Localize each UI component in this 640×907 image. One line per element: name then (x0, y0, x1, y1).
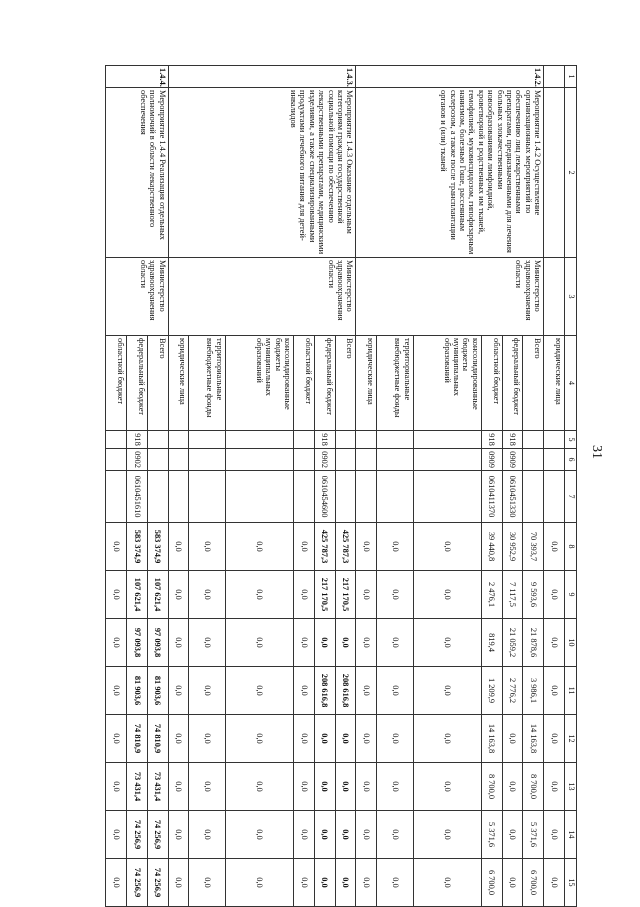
amount-cell: 0,0 (413, 571, 481, 619)
amount-cell: 0,0 (106, 763, 127, 811)
amount-cell: 0,0 (544, 523, 565, 571)
amount-cell: 583 374,9 (147, 523, 168, 571)
ministry-code (523, 431, 544, 449)
amount-cell: 0,0 (294, 715, 315, 763)
amount-cell: 0,0 (335, 811, 356, 859)
amount-cell: 0,0 (189, 715, 226, 763)
amount-cell: 0,0 (377, 859, 414, 907)
table-row (147, 66, 168, 907)
ministry-code (544, 431, 565, 449)
amount-cell: 0,0 (168, 859, 189, 907)
amount-cell: 73 431,4 (147, 763, 168, 811)
amount-cell: 0,0 (189, 667, 226, 715)
amount-cell: 0,0 (335, 715, 356, 763)
amount-cell: 0,0 (294, 811, 315, 859)
amount-cell: 5 371,6 (523, 811, 544, 859)
target-code (356, 471, 377, 523)
item-number: 1.4.2. (356, 66, 544, 88)
item-title: Мероприятие 1.4.4 Реализация отдельных полномочий в области лекарственного обеспечения (106, 88, 169, 258)
amount-cell: 0,0 (502, 811, 523, 859)
amount-cell: 0,0 (294, 667, 315, 715)
item-executor: Министерство здравоохранения области (106, 258, 169, 336)
amount-cell: 1 209,9 (481, 667, 502, 715)
funding-source: консолидированные бюджеты муниципальных образований (413, 336, 481, 431)
ministry-code: 918 (314, 431, 335, 449)
column-header: 3 (565, 258, 577, 336)
amount-cell: 0,0 (225, 619, 293, 667)
amount-cell: 6 700,0 (481, 859, 502, 907)
amount-cell: 0,0 (356, 523, 377, 571)
ministry-code: 918 (502, 431, 523, 449)
section-code (106, 449, 127, 471)
amount-cell: 0,0 (356, 619, 377, 667)
funding-source: областной бюджет (294, 336, 315, 431)
amount-cell: 208 616,8 (335, 667, 356, 715)
amount-cell: 0,0 (356, 763, 377, 811)
amount-cell: 0,0 (502, 859, 523, 907)
target-code (168, 471, 189, 523)
section-code (377, 449, 414, 471)
amount-cell: 0,0 (413, 763, 481, 811)
amount-cell: 0,0 (377, 619, 414, 667)
column-header: 4 (565, 336, 577, 431)
amount-cell: 0,0 (356, 859, 377, 907)
amount-cell: 0,0 (314, 619, 335, 667)
amount-cell: 73 431,4 (126, 763, 147, 811)
section-code (147, 449, 168, 471)
amount-cell: 0,0 (356, 667, 377, 715)
target-code (413, 471, 481, 523)
funding-source: территориальные внебюджетные фонды (377, 336, 414, 431)
amount-cell: 0,0 (544, 571, 565, 619)
table-body (106, 66, 565, 907)
amount-cell: 0,0 (294, 571, 315, 619)
amount-cell: 0,0 (377, 571, 414, 619)
amount-cell: 0,0 (377, 523, 414, 571)
amount-cell: 0,0 (413, 619, 481, 667)
section-code (225, 449, 293, 471)
amount-cell: 2 476,1 (481, 571, 502, 619)
amount-cell: 0,0 (413, 667, 481, 715)
target-code: 0610454600 (314, 471, 335, 523)
funding-source: юридические лица (168, 336, 189, 431)
amount-cell: 0,0 (189, 619, 226, 667)
column-header: 7 (565, 471, 577, 523)
target-code (544, 471, 565, 523)
target-code (294, 471, 315, 523)
column-header: 1 (565, 66, 577, 88)
amount-cell: 0,0 (168, 763, 189, 811)
ministry-code (377, 431, 414, 449)
amount-cell: 0,0 (189, 571, 226, 619)
ministry-code (356, 431, 377, 449)
amount-cell: 0,0 (377, 763, 414, 811)
amount-cell: 0,0 (335, 619, 356, 667)
amount-cell: 0,0 (106, 715, 127, 763)
section-code: 0909 (502, 449, 523, 471)
amount-cell: 0,0 (335, 763, 356, 811)
section-code: 0909 (481, 449, 502, 471)
amount-cell: 0,0 (544, 619, 565, 667)
item-title: Мероприятие 1.4.2 Осуществление организационных мероприятий по обеспечению лиц лекарственными препаратами, предназначенными для лечения больных злокачественными новообразованиями лимфоидной, кроветворной и родственных им тканей, гемофилией, муковисцидозом, гипофизарным нанизмом, болезнью Гоше, рассеянным склерозом, а также после трансплантации органов и (или) тканей (356, 88, 544, 258)
amount-cell: 217 170,5 (314, 571, 335, 619)
funding-source: Всего (147, 336, 168, 431)
amount-cell: 0,0 (189, 811, 226, 859)
ministry-code (189, 431, 226, 449)
section-code (356, 449, 377, 471)
column-header: 11 (565, 667, 577, 715)
amount-cell: 0,0 (225, 763, 293, 811)
amount-cell: 14 163,8 (523, 715, 544, 763)
funding-source: юридические лица (544, 336, 565, 431)
amount-cell: 0,0 (377, 811, 414, 859)
section-code (335, 449, 356, 471)
target-code (225, 471, 293, 523)
funding-source: областной бюджет (106, 336, 127, 431)
amount-cell: 0,0 (106, 811, 127, 859)
amount-cell: 0,0 (294, 523, 315, 571)
amount-cell: 3 986,1 (523, 667, 544, 715)
amount-cell: 39 440,8 (481, 523, 502, 571)
amount-cell: 81 903,6 (147, 667, 168, 715)
target-code (189, 471, 226, 523)
column-header: 2 (565, 88, 577, 258)
amount-cell: 0,0 (225, 811, 293, 859)
target-code: 0610451330 (502, 471, 523, 523)
amount-cell: 21 878,6 (523, 619, 544, 667)
budget-table (105, 65, 577, 907)
amount-cell: 217 170,5 (335, 571, 356, 619)
amount-cell: 0,0 (413, 715, 481, 763)
item-executor: Министерство здравоохранения области (168, 258, 356, 336)
table-row (523, 66, 544, 907)
amount-cell: 0,0 (294, 619, 315, 667)
amount-cell: 0,0 (106, 667, 127, 715)
column-header: 13 (565, 763, 577, 811)
amount-cell: 0,0 (168, 811, 189, 859)
rotated-table-container (105, 65, 577, 898)
funding-source: федеральный бюджет (314, 336, 335, 431)
section-code (544, 449, 565, 471)
ministry-code (168, 431, 189, 449)
amount-cell: 0,0 (168, 523, 189, 571)
amount-cell: 14 163,8 (481, 715, 502, 763)
amount-cell: 74 256,9 (126, 859, 147, 907)
amount-cell: 74 256,9 (147, 811, 168, 859)
target-code (147, 471, 168, 523)
amount-cell: 0,0 (189, 523, 226, 571)
amount-cell: 0,0 (168, 619, 189, 667)
amount-cell: 0,0 (502, 715, 523, 763)
amount-cell: 425 787,3 (314, 523, 335, 571)
column-header: 9 (565, 571, 577, 619)
amount-cell: 0,0 (225, 715, 293, 763)
ministry-code (294, 431, 315, 449)
amount-cell: 0,0 (168, 715, 189, 763)
column-header: 15 (565, 859, 577, 907)
column-header: 10 (565, 619, 577, 667)
item-title: Мероприятие 1.4.3 Оказание отдельным категориям граждан государственной социальной помощи по обеспечению лекарственными препаратами, медицинскими изделиями, а также специализированными продуктами лечебного питания для детей-инвалидов (168, 88, 356, 258)
section-code: 0902 (314, 449, 335, 471)
target-code (335, 471, 356, 523)
target-code: 0610451610 (126, 471, 147, 523)
amount-cell: 0,0 (413, 859, 481, 907)
funding-source: федеральный бюджет (502, 336, 523, 431)
section-code (294, 449, 315, 471)
funding-source: Всего (523, 336, 544, 431)
table-row (335, 66, 356, 907)
page-number: 31 (589, 445, 604, 459)
amount-cell: 583 374,9 (126, 523, 147, 571)
column-header: 12 (565, 715, 577, 763)
column-header: 5 (565, 431, 577, 449)
target-code (106, 471, 127, 523)
amount-cell: 30 952,9 (502, 523, 523, 571)
amount-cell: 0,0 (356, 811, 377, 859)
target-code: 0610411370 (481, 471, 502, 523)
amount-cell: 0,0 (168, 667, 189, 715)
item-executor (544, 258, 565, 336)
amount-cell: 7 117,5 (502, 571, 523, 619)
amount-cell: 0,0 (106, 571, 127, 619)
item-title (544, 88, 565, 258)
amount-cell: 0,0 (225, 523, 293, 571)
amount-cell: 0,0 (225, 859, 293, 907)
amount-cell: 0,0 (225, 571, 293, 619)
amount-cell: 0,0 (544, 859, 565, 907)
amount-cell: 0,0 (168, 571, 189, 619)
amount-cell: 8 700,0 (523, 763, 544, 811)
amount-cell: 0,0 (544, 763, 565, 811)
amount-cell: 6 700,0 (523, 859, 544, 907)
funding-source: областной бюджет (481, 336, 502, 431)
column-header: 8 (565, 523, 577, 571)
section-code (168, 449, 189, 471)
amount-cell: 9 593,6 (523, 571, 544, 619)
ministry-code (413, 431, 481, 449)
amount-cell: 70 393,7 (523, 523, 544, 571)
amount-cell: 74 810,9 (126, 715, 147, 763)
amount-cell: 0,0 (189, 859, 226, 907)
section-code: 0902 (126, 449, 147, 471)
amount-cell: 2 776,2 (502, 667, 523, 715)
amount-cell: 107 621,4 (126, 571, 147, 619)
ministry-code (147, 431, 168, 449)
ministry-code (335, 431, 356, 449)
amount-cell: 0,0 (106, 523, 127, 571)
item-executor: Министерство здравоохранения области (356, 258, 544, 336)
section-code (523, 449, 544, 471)
amount-cell: 0,0 (314, 763, 335, 811)
section-code (413, 449, 481, 471)
amount-cell: 0,0 (294, 859, 315, 907)
item-number: 1.4.4. (106, 66, 169, 88)
table-row (544, 66, 565, 907)
item-number (544, 66, 565, 88)
amount-cell: 0,0 (314, 859, 335, 907)
amount-cell: 0,0 (377, 715, 414, 763)
amount-cell: 74 256,9 (147, 859, 168, 907)
amount-cell: 0,0 (294, 763, 315, 811)
amount-cell: 819,4 (481, 619, 502, 667)
amount-cell: 425 787,3 (335, 523, 356, 571)
target-code (377, 471, 414, 523)
amount-cell: 0,0 (544, 715, 565, 763)
amount-cell: 81 903,6 (126, 667, 147, 715)
amount-cell: 21 059,2 (502, 619, 523, 667)
amount-cell: 0,0 (413, 523, 481, 571)
ministry-code (225, 431, 293, 449)
amount-cell: 0,0 (544, 811, 565, 859)
amount-cell: 208 616,8 (314, 667, 335, 715)
amount-cell: 0,0 (335, 859, 356, 907)
ministry-code: 918 (481, 431, 502, 449)
amount-cell: 0,0 (225, 667, 293, 715)
amount-cell: 74 810,9 (147, 715, 168, 763)
funding-source: юридические лица (356, 336, 377, 431)
target-code (523, 471, 544, 523)
amount-cell: 0,0 (106, 619, 127, 667)
amount-cell: 5 371,6 (481, 811, 502, 859)
amount-cell: 8 700,0 (481, 763, 502, 811)
section-code (189, 449, 226, 471)
amount-cell: 0,0 (314, 811, 335, 859)
funding-source: территориальные внебюджетные фонды (189, 336, 226, 431)
ministry-code: 918 (126, 431, 147, 449)
amount-cell: 107 621,4 (147, 571, 168, 619)
column-header: 14 (565, 811, 577, 859)
funding-source: консолидированные бюджеты муниципальных образований (225, 336, 293, 431)
amount-cell: 97 093,8 (126, 619, 147, 667)
amount-cell: 97 093,8 (147, 619, 168, 667)
ministry-code (106, 431, 127, 449)
amount-cell: 0,0 (356, 571, 377, 619)
amount-cell: 0,0 (106, 859, 127, 907)
amount-cell: 0,0 (502, 763, 523, 811)
funding-source: Всего (335, 336, 356, 431)
table-header (565, 66, 577, 907)
amount-cell: 0,0 (377, 667, 414, 715)
amount-cell: 0,0 (314, 715, 335, 763)
item-number: 1.4.3. (168, 66, 356, 88)
funding-source: федеральный бюджет (126, 336, 147, 431)
amount-cell: 0,0 (544, 667, 565, 715)
amount-cell: 74 256,9 (126, 811, 147, 859)
amount-cell: 0,0 (356, 715, 377, 763)
column-header: 6 (565, 449, 577, 471)
amount-cell: 0,0 (413, 811, 481, 859)
amount-cell: 0,0 (189, 763, 226, 811)
